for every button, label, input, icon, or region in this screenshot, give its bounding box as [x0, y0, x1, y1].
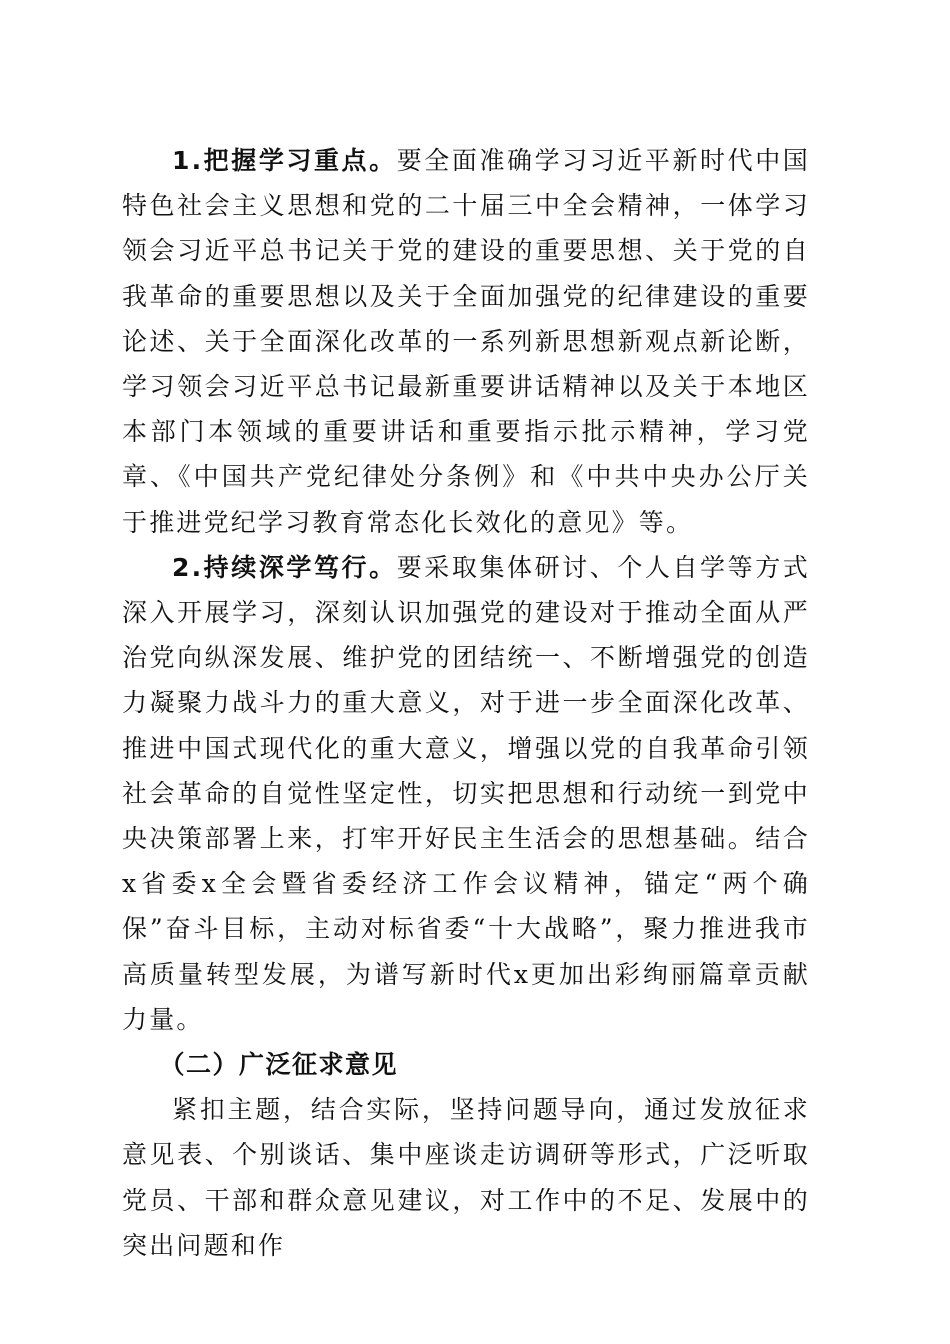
document-body	[122, 138, 810, 1268]
paragraph-study-focus	[122, 138, 810, 545]
section-heading	[122, 1042, 810, 1087]
paragraph-solicit-opinions	[122, 1087, 810, 1268]
paragraph-continuous-study	[122, 545, 810, 1042]
paragraph-lead-continuous-study: 2.持续深学笃行。	[172, 552, 397, 582]
paragraph-text-solicit-opinions: 紧扣主题，结合实际，坚持问题导向，通过发放征求意见表、个别谈话、集中座谈走访调研等形式，广泛听取党员、干部和群众意见建议，对工作中的不足、发展中的突出问题和作	[122, 1095, 810, 1260]
section-heading-text: （二）广泛征求意见	[159, 1050, 399, 1080]
paragraph-text-continuous-study: 要采取集体研讨、个人自学等方式深入开展学习，深刻认识加强党的建设对于推动全面从严治党向纵深发展、维护党的团结统一、不断增强党的创造力凝聚力战斗力的重大意义，对于进一步全面深化改革、推进中国式现代化的重大意义，增强以党的自我革命引领社会革命的自觉性坚定性，切实把思想和行动统一到党中央决策部署上来，打牢开好民主生活会的思想基础。结合x省委x全会暨省委经济工作会议精神，锚定“两个确保”奋斗目标，主动对标省委“十大战略”，聚力推进我市高质量转型发展，为谱写新时代x更加出彩绚丽篇章贡献力量。	[122, 552, 810, 1034]
paragraph-text-study-focus: 要全面准确学习习近平新时代中国特色社会主义思想和党的二十届三中全会精神，一体学习领会习近平总书记关于党的建设的重要思想、关于党的自我革命的重要思想以及关于全面加强党的纪律建设的重要论述、关于全面深化改革的一系列新思想新观点新论断，学习领会习近平总书记最新重要讲话精神以及关于本地区本部门本领域的重要讲话和重要指示批示精神，学习党章、《中国共产党纪律处分条例》和《中共中央办公厅关于推进党纪学习教育常态化长效化的意见》等。	[122, 146, 810, 537]
paragraph-lead-study-focus: 1.把握学习重点。	[172, 146, 397, 175]
